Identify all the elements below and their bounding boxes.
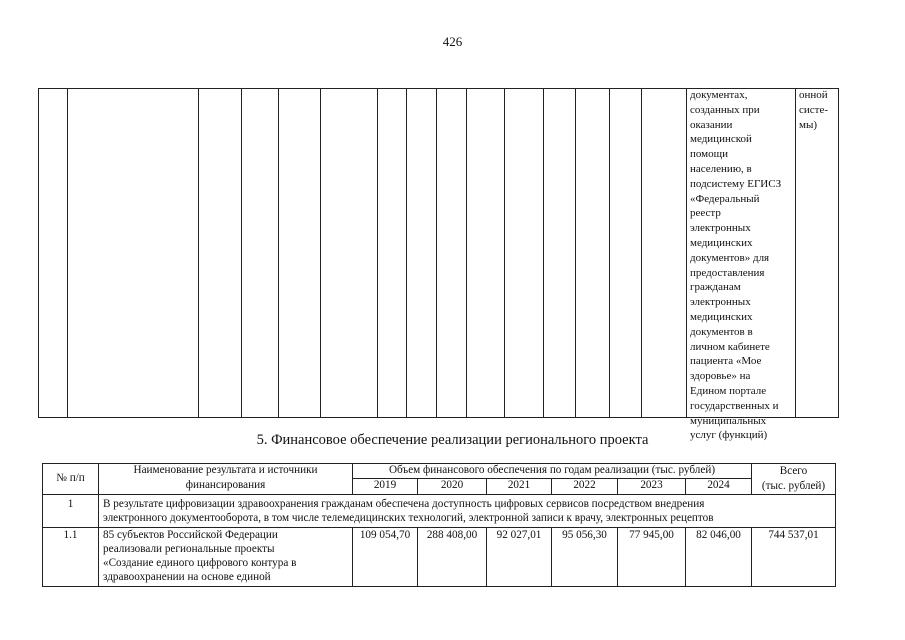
text-line: предоставления (690, 266, 765, 279)
row2-value-2022: 95 056,30 (562, 529, 607, 541)
text-line: систе- (799, 103, 829, 116)
top-col-border (320, 88, 321, 418)
top-col-border (609, 88, 610, 418)
row2-num: 1.1 (63, 529, 78, 541)
text-line: пациента «Мое (690, 355, 762, 368)
top-col-border (436, 88, 437, 418)
header-year: 2023 (640, 479, 663, 491)
header-num: № п/п (56, 472, 85, 484)
finance-header-bottom (42, 494, 835, 495)
text-line: реестр (690, 207, 721, 220)
text-line: медицинской (690, 133, 752, 146)
row2-value-2019: 109 054,70 (359, 529, 411, 541)
row2-name-line: «Создание единого цифрового контура в (103, 557, 297, 569)
header-year: 2020 (440, 479, 464, 491)
text-line: мы) (799, 118, 818, 131)
row1-text-line2: электронного документооборота, в том числе телемедицинских технологий, электронной записи к врачу, электронных рецептов (103, 512, 714, 524)
header-year: 2021 (507, 479, 531, 491)
text-line: муниципальных (690, 414, 767, 427)
top-col-border (278, 88, 279, 418)
row1-text-line1: В результате цифровизации здравоохранения гражданам обеспечена доступность цифровых сервисов посредством внедрения (103, 498, 705, 510)
text-line: услуг (функций) (690, 429, 768, 442)
text-line: здоровье» на (690, 370, 751, 383)
header-volume: Объем финансового обеспечения по годам реализации (тыс. рублей) (388, 464, 716, 476)
text-line: подсистему ЕГИСЗ (690, 177, 782, 190)
finance-col-border (835, 463, 836, 587)
text-line: медицинских (690, 236, 753, 249)
top-col-border (504, 88, 505, 418)
row2-name-line: 85 субъектов Российской Федерации (103, 529, 278, 541)
top-col-border (377, 88, 378, 418)
text-line: «Федеральный (690, 192, 760, 205)
page-number: 426 (442, 34, 463, 49)
top-col-border (641, 88, 642, 418)
header-year: 2022 (573, 479, 596, 491)
row2-value-2020: 288 408,00 (426, 529, 478, 541)
row2-value-2021: 92 027,01 (496, 529, 542, 541)
text-line: документов в (690, 325, 753, 338)
header-year: 2024 (707, 479, 730, 491)
text-line: медицинских (690, 310, 753, 323)
top-col-border (838, 88, 839, 418)
text-line: документов» для (690, 251, 770, 264)
text-line: помощи (690, 148, 728, 161)
system-cell (799, 88, 837, 132)
finance-row-divider (42, 527, 835, 528)
text-line: электронных (690, 296, 751, 309)
result-description-cell (690, 88, 794, 443)
header-year: 2019 (373, 479, 397, 491)
row2-value-2024: 82 046,00 (696, 529, 741, 541)
text-line: онной (799, 89, 828, 101)
top-col-border (406, 88, 407, 418)
text-line: населению, в (690, 162, 752, 175)
row2-value-2023: 77 945,00 (629, 529, 674, 541)
top-col-border (38, 88, 39, 418)
row1-num: 1 (67, 498, 74, 510)
row2-name-line: реализовали региональные проекты (103, 543, 275, 555)
row2-total: 744 537,01 (768, 529, 819, 541)
top-col-border (241, 88, 242, 418)
row2-name-line: здравоохранении на основе единой (103, 571, 271, 583)
text-line: электронных (690, 222, 751, 235)
header-name-line2: финансирования (185, 479, 266, 491)
text-line: оказании (690, 118, 733, 131)
top-col-border (686, 88, 687, 418)
header-name-line1: Наименование результата и источники (133, 464, 318, 476)
text-line: Едином портале (690, 384, 767, 397)
header-total-line1: Всего (779, 465, 808, 477)
text-line: документах, (690, 89, 748, 101)
top-col-border (198, 88, 199, 418)
top-col-border (575, 88, 576, 418)
header-total-line2: (тыс. рублей) (761, 480, 826, 492)
section-title: 5. Финансовое обеспечение реализации регионального проекта (256, 432, 649, 448)
top-col-border (795, 88, 796, 418)
text-line: личном кабинете (690, 340, 770, 353)
top-col-border (67, 88, 68, 418)
top-col-border (466, 88, 467, 418)
text-line: государственных и (690, 399, 779, 412)
text-line: созданных при (690, 103, 760, 116)
finance-table-bottom-border (42, 586, 835, 587)
top-col-border (543, 88, 544, 418)
text-line: гражданам (690, 281, 741, 294)
